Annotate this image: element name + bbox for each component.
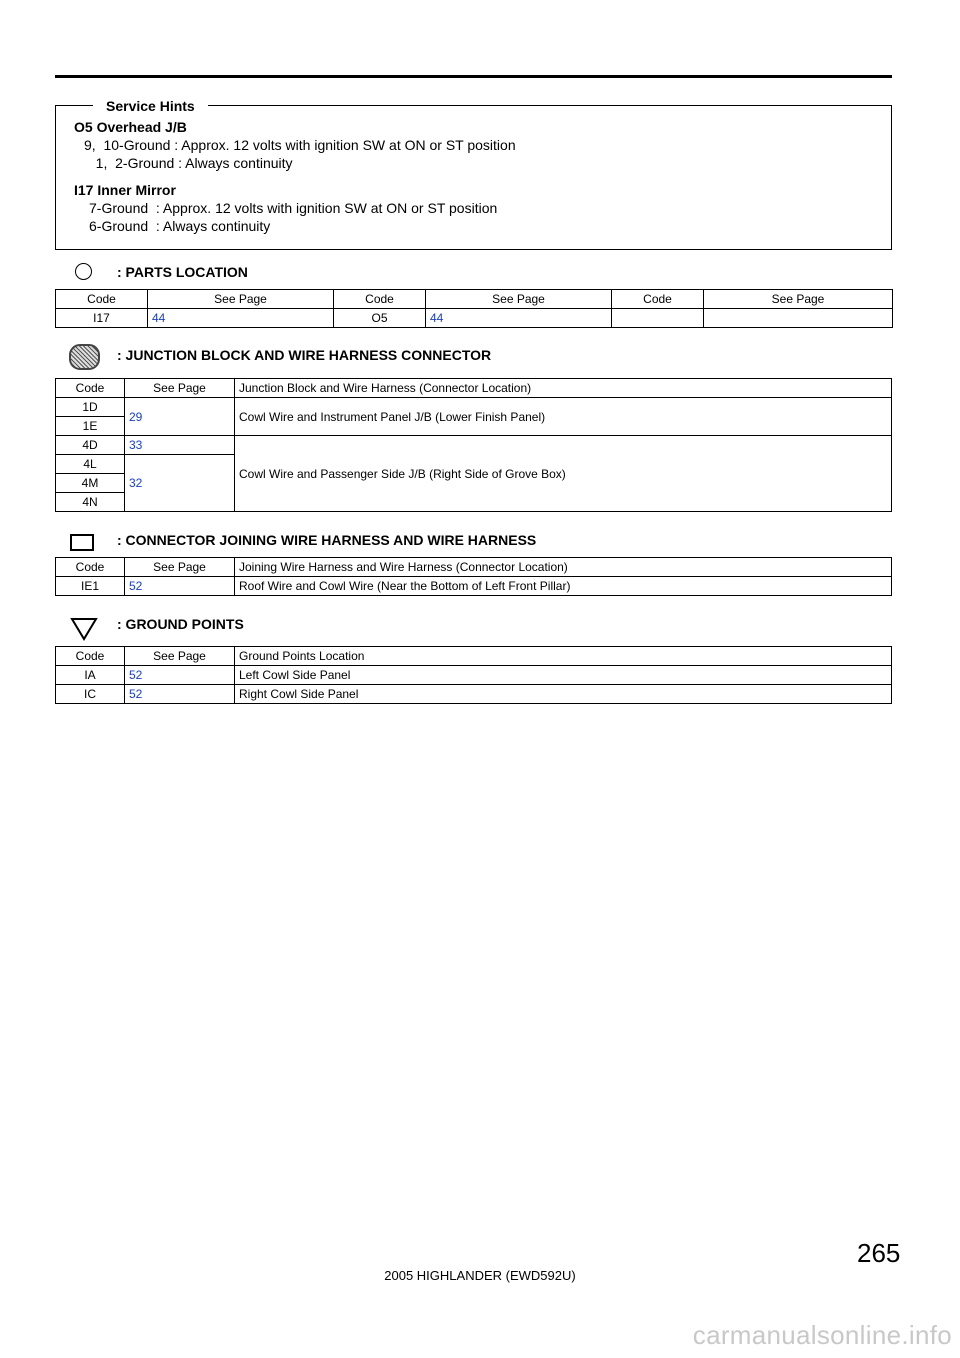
parts-location-table — [55, 289, 893, 328]
page-link[interactable]: 52 — [125, 666, 235, 685]
header-cell: Joining Wire Harness and Wire Harness (Connector Location) — [235, 558, 892, 577]
code-cell: 1D — [56, 398, 125, 417]
table-row — [56, 666, 892, 685]
page-link[interactable]: 44 — [148, 309, 334, 328]
code-cell: I17 — [56, 309, 148, 328]
table-header-row — [56, 647, 892, 666]
code-cell: 4L — [56, 455, 125, 474]
hint-group-i17 — [74, 181, 497, 235]
footer-model-text: 2005 HIGHLANDER (EWD592U) — [384, 1268, 576, 1283]
header-cell: Code — [56, 558, 125, 577]
table-row — [56, 577, 892, 596]
hint-head: I17 Inner Mirror — [74, 182, 176, 198]
hint-group-o5 — [74, 118, 516, 172]
page-link[interactable]: 33 — [125, 436, 235, 455]
page-cell — [704, 309, 893, 328]
header-cell: See Page — [704, 290, 893, 309]
top-rule — [55, 75, 892, 78]
junction-block-heading: : JUNCTION BLOCK AND WIRE HARNESS CONNECTOR — [117, 347, 492, 363]
page-link[interactable]: 52 — [125, 577, 235, 596]
code-cell — [612, 309, 704, 328]
connector-joining-heading: : CONNECTOR JOINING WIRE HARNESS AND WIRE HARNESS — [117, 532, 537, 548]
header-cell: See Page — [148, 290, 334, 309]
location-cell: Right Cowl Side Panel — [235, 685, 892, 704]
code-cell: IE1 — [56, 577, 125, 596]
location-cell: Roof Wire and Cowl Wire (Near the Bottom of Left Front Pillar) — [235, 577, 892, 596]
page-number: 265 — [857, 1238, 901, 1268]
table-header-row — [56, 558, 892, 577]
ground-points-table — [55, 646, 892, 704]
hint-line: 6-Ground : Always continuity — [89, 218, 271, 234]
code-cell: 1E — [56, 417, 125, 436]
hint-head: O5 Overhead J/B — [74, 119, 187, 135]
junction-block-symbol-icon — [69, 344, 100, 370]
header-cell: Code — [56, 647, 125, 666]
table-row — [56, 398, 892, 417]
code-cell: 4N — [56, 493, 125, 512]
table-row — [56, 685, 892, 704]
header-cell: See Page — [426, 290, 612, 309]
table-row — [56, 436, 892, 455]
junction-block-table — [55, 378, 892, 512]
code-cell: 4M — [56, 474, 125, 493]
code-cell: IC — [56, 685, 125, 704]
header-cell: Ground Points Location — [235, 647, 892, 666]
page-link[interactable]: 29 — [125, 398, 235, 436]
header-cell: See Page — [125, 379, 235, 398]
hint-line: 1, 2-Ground : Always continuity — [84, 155, 293, 171]
service-hints-title: Service Hints — [93, 97, 208, 115]
header-cell: See Page — [125, 558, 235, 577]
table-row — [56, 309, 893, 328]
location-cell: Left Cowl Side Panel — [235, 666, 892, 685]
code-cell: IA — [56, 666, 125, 685]
header-cell: Code — [56, 290, 148, 309]
circle-symbol-icon — [75, 263, 92, 280]
table-header-row — [56, 379, 892, 398]
parts-location-heading: : PARTS LOCATION — [117, 264, 248, 280]
header-cell: Code — [334, 290, 426, 309]
page-link[interactable]: 52 — [125, 685, 235, 704]
ground-points-heading: : GROUND POINTS — [117, 616, 244, 632]
header-cell: Code — [56, 379, 125, 398]
code-cell: 4D — [56, 436, 125, 455]
page-link[interactable]: 32 — [125, 455, 235, 512]
location-cell: Cowl Wire and Passenger Side J/B (Right Side of Grove Box) — [235, 436, 892, 512]
connector-rect-symbol-icon — [70, 534, 94, 551]
code-cell: O5 — [334, 309, 426, 328]
header-cell: See Page — [125, 647, 235, 666]
ground-triangle-symbol-icon — [70, 617, 98, 641]
table-header-row — [56, 290, 893, 309]
hint-line: 7-Ground : Approx. 12 volts with ignition SW at ON or ST position — [89, 200, 498, 216]
header-cell: Code — [612, 290, 704, 309]
connector-joining-table — [55, 557, 892, 596]
service-hints-box — [55, 98, 892, 250]
page-link[interactable]: 44 — [426, 309, 612, 328]
watermark-text: carmanualsonline.info — [692, 1320, 952, 1350]
header-cell: Junction Block and Wire Harness (Connector Location) — [235, 379, 892, 398]
hint-line: 9, 10-Ground : Approx. 12 volts with ignition SW at ON or ST position — [84, 137, 516, 153]
location-cell: Cowl Wire and Instrument Panel J/B (Lower Finish Panel) — [235, 398, 892, 436]
